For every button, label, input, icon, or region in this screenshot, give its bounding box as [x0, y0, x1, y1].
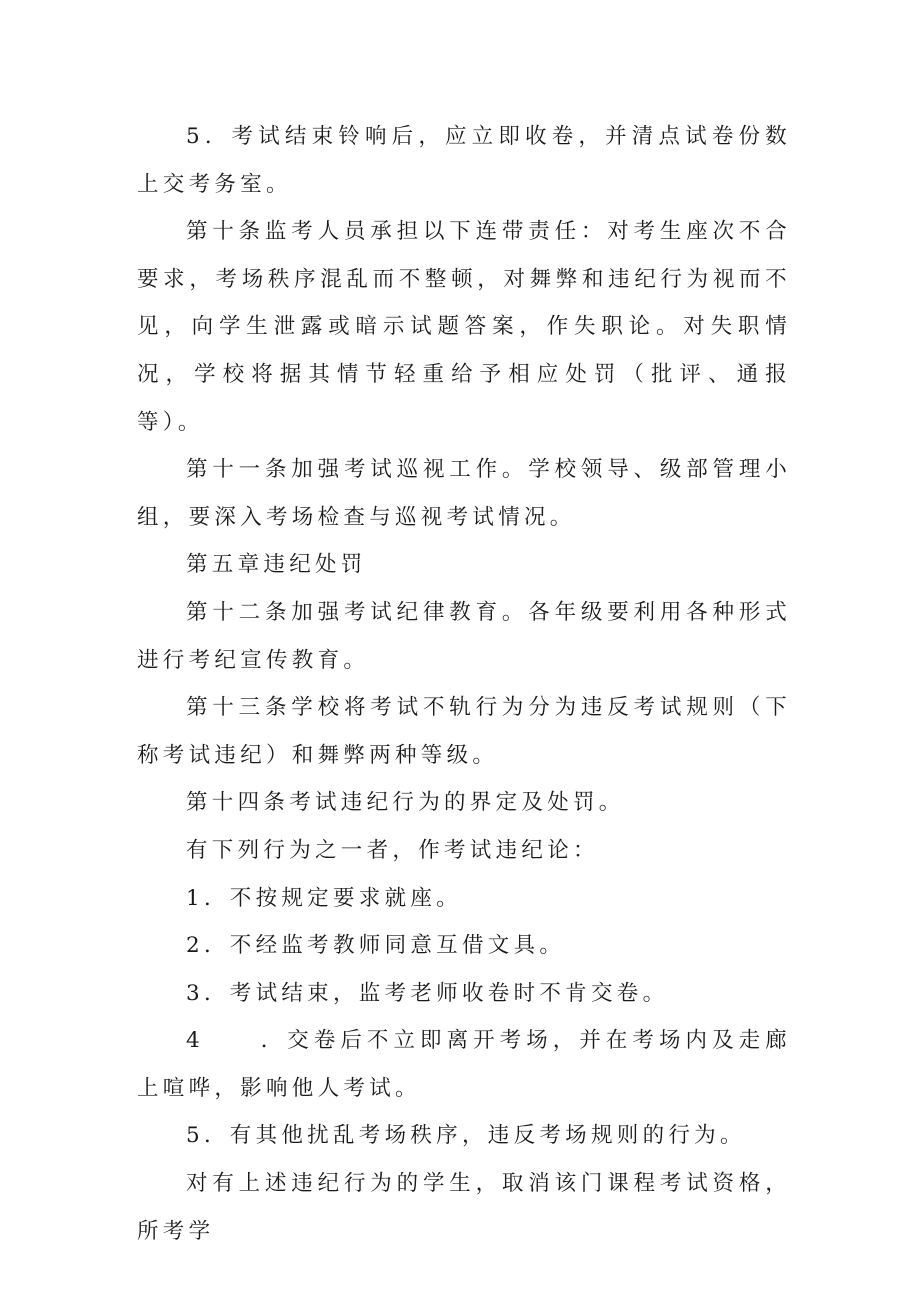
paragraph-article-11: 第十一条加强考试巡视工作。学校领导、级部管理小组，要深入考场检查与巡视考试情况。: [137, 457, 791, 530]
document-body: [137, 113, 791, 1255]
paragraph-item-5-end-bell: 5．考试结束铃响后，应立即收卷，并清点试卷份数上交考务室。: [137, 124, 791, 197]
list-item-3: 3．考试结束，监考老师收卷时不肯交卷。: [186, 980, 669, 1006]
paragraph-penalty: 对有上述违纪行为的学生，取消该门课程考试资格，所考学: [137, 1171, 791, 1244]
list-item-4: [137, 1017, 791, 1112]
paragraph-article-10: 第十条监考人员承担以下连带责任：对考生座次不合要求，考场秩序混乱而不整顿，对舞弊和违纪行为视而不见，向学生泄露或暗示试题答案，作失职论。对失职情况，学校将据其情节轻重给予相应处罚（批评、通报等）。: [137, 219, 791, 435]
list-item-2: 2．不经监考教师同意互借文具。: [186, 933, 566, 959]
list-item-4-text: ．交卷后不立即离开考场，并在考场内及走廊上喧哗，影响他人考试。: [137, 1028, 791, 1101]
list-item-5: 5．有其他扰乱考场秩序，违反考场规则的行为。: [186, 1123, 746, 1149]
chapter-5-heading: 第五章违纪处罚: [186, 552, 367, 578]
paragraph-article-13: 第十三条学校将考试不轨行为分为违反考试规则（下称考试违纪）和舞弊两种等级。: [137, 695, 791, 768]
paragraph-article-12: 第十二条加强考试纪律教育。各年级要利用各种形式进行考纪宣传教育。: [137, 599, 791, 673]
paragraph-article-14: 第十四条考试违纪行为的界定及处罚。: [186, 790, 625, 816]
paragraph-violation-intro: 有下列行为之一者，作考试违纪论：: [186, 837, 599, 863]
list-item-1: 1．不按规定要求就座。: [186, 885, 462, 911]
list-item-4-number: 4: [186, 1028, 204, 1054]
